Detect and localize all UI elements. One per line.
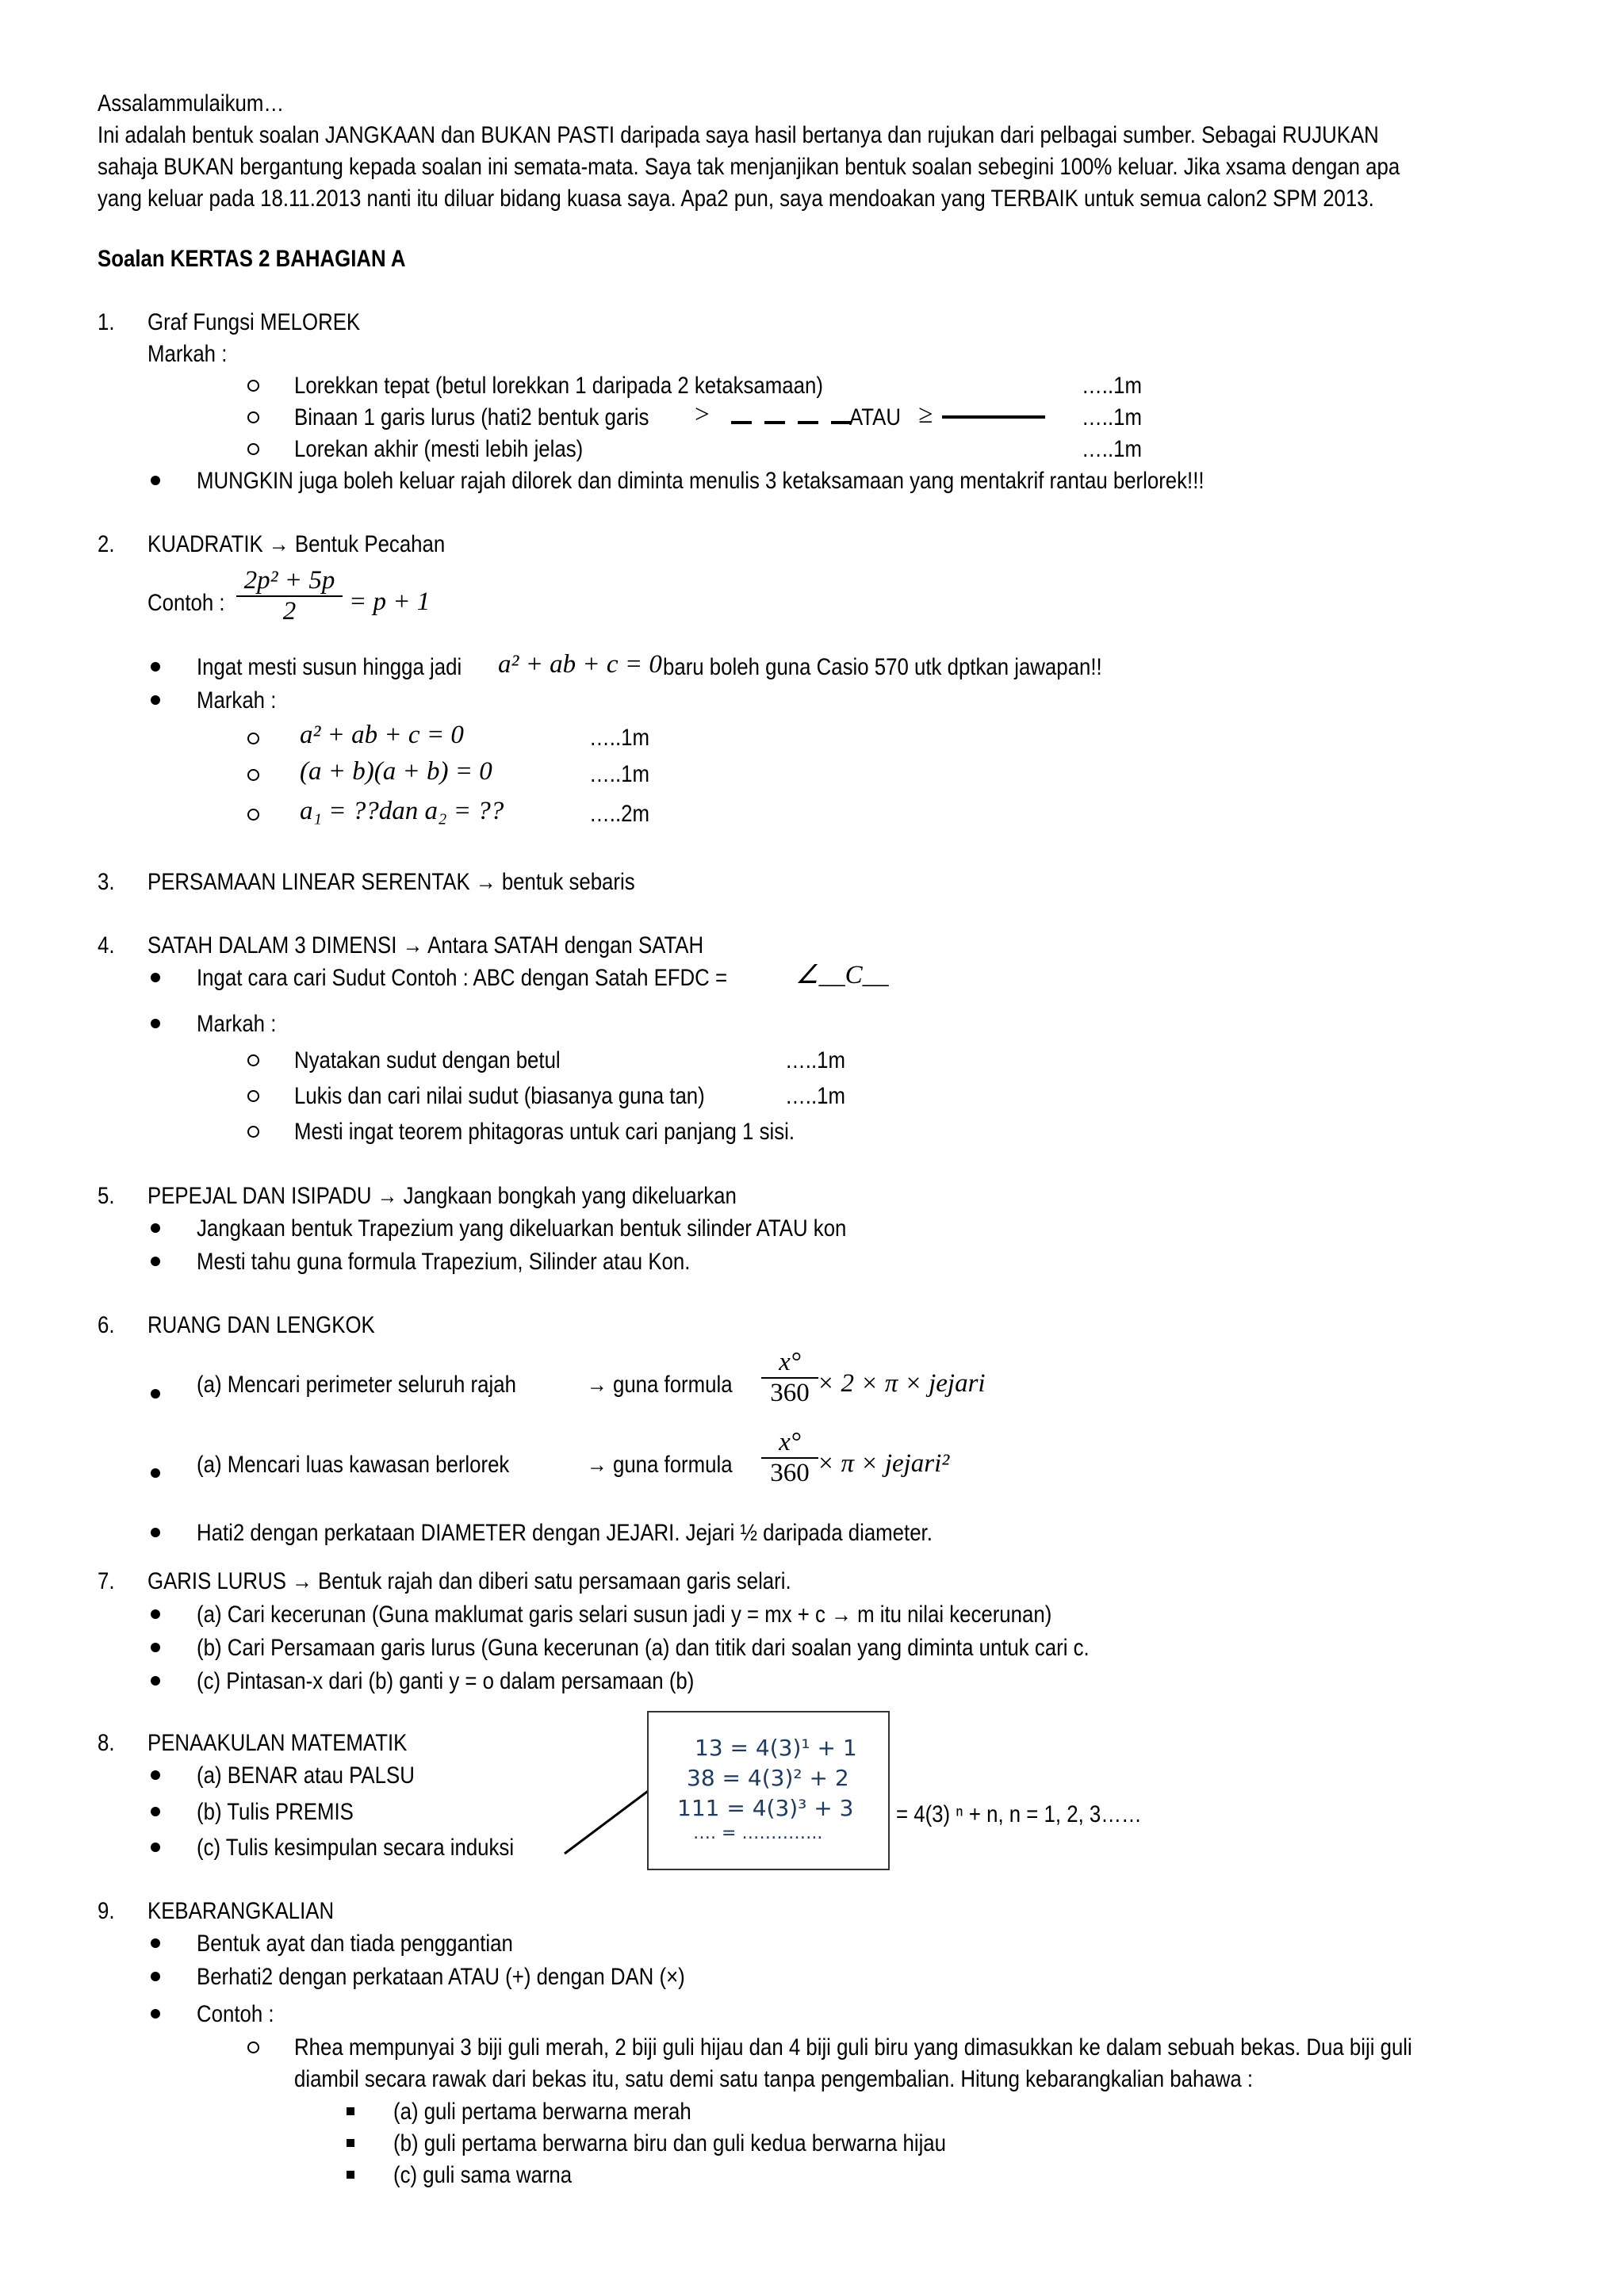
q2-numerator: 2p² + 5p [243,566,335,595]
q6-formula-1-rest: × 2 × π × jejari [817,1369,986,1398]
bullet [151,1770,160,1780]
q1-sub-1-mark: …..1m [1082,373,1142,399]
bullet [151,1972,160,1981]
square-bullet [347,2139,354,2147]
greeting: Assalammulaikum… [98,90,285,117]
q6-f2-numerator: x° [779,1428,801,1456]
q4-number: 4. [98,932,115,959]
box-line-1: 13 = 4(3)¹ + 1 [695,1735,857,1761]
q8-note-3: (c) Tulis kesimpulan secara induksi [197,1835,515,1861]
sub-bullet [247,1126,259,1138]
q6-f2-denominator: 360 [761,1457,818,1488]
q9-note-1: Bentuk ayat dan tiada penggantian [197,1931,513,1957]
q2-sub-2: (a + b)(a + b) = 0 [300,757,492,786]
bullet [151,695,160,705]
sub-bullet [247,1090,259,1102]
q1-number: 1. [98,309,115,335]
bullet [151,2009,160,2019]
section-heading: Soalan KERTAS 2 BAHAGIAN A [98,246,406,272]
q6-fraction-2 [761,1428,818,1488]
sub-bullet [247,1054,259,1066]
q7-title: GARIS LURUS → Bentuk rajah dan diberi satu persamaan garis selari. [147,1568,791,1594]
q2-number: 2. [98,531,115,557]
q2-markah: Markah : [197,687,277,714]
square-bullet [347,2107,354,2115]
q9-contoh: Contoh : [197,2001,274,2027]
q1-markah: Markah : [147,341,228,367]
sub-bullet [247,809,259,821]
q3-number: 3. [98,869,115,895]
q2-denominator: 2 [236,595,343,626]
box-line-2: 38 = 4(3)² + 2 [687,1765,849,1791]
q8-number: 8. [98,1730,115,1756]
bullet [151,1609,160,1619]
q7-note-1: (a) Cari kecerunan (Guna maklumat garis selari susun jadi y = mx + c → m itu nilai kecerunan) [197,1601,1052,1628]
q9-part-a: (a) guli pertama berwarna merah [393,2099,691,2125]
bullet [151,1019,160,1028]
q2-sub-3-mark: …..2m [589,801,649,827]
greater-than-symbol: > [693,400,711,429]
sub-bullet [247,443,259,455]
q6-f1-denominator: 360 [761,1377,818,1408]
q4-sub-2-mark: …..1m [785,1083,845,1109]
intro-line-3: yang keluar pada 18.11.2013 nanti itu diluar bidang kuasa saya. Apa2 pun, saya mendoakan yang TERBAIK untuk semua calon2 SPM 2013. [98,186,1374,212]
q1-atau: ATAU [849,404,901,430]
q9-note-2: Berhati2 dengan perkataan ATAU (+) dengan DAN (×) [197,1964,685,1990]
q2-sub-1: a² + ab + c = 0 [300,721,464,749]
bullet [151,1257,160,1266]
q4-sub-3: Mesti ingat teorem phitagoras untuk cari panjang 1 sisi. [294,1119,795,1145]
q5-title: PEPEJAL DAN ISIPADU → Jangkaan bongkah yang dikeluarkan [147,1183,737,1209]
q9-part-b: (b) guli pertama berwarna biru dan guli kedua berwarna hijau [393,2130,947,2156]
bullet [151,1807,160,1816]
q7-note-2: (b) Cari Persamaan garis lurus (Guna kecerunan (a) dan titik dari soalan yang diminta untuk cari c. [197,1635,1090,1661]
q9-example-line-1: Rhea mempunyai 3 biji guli merah, 2 biji guli hijau dan 4 biji guli biru yang dimasukkan ke dalam sebuah bekas. Dua biji guli [294,2034,1412,2061]
q4-sub-1: Nyatakan sudut dengan betul [294,1047,561,1073]
bullet [151,1938,160,1948]
solid-line-sample [942,415,1045,419]
q7-note-3: (c) Pintasan-x dari (b) ganti y = o dalam persamaan (b) [197,1668,695,1694]
q2-sub-2-mark: …..1m [589,761,649,787]
q3-title: PERSAMAAN LINEAR SERENTAK → bentuk sebaris [147,869,635,895]
q2-sub-1-mark: …..1m [589,725,649,751]
q4-note: Ingat cara cari Sudut Contoh : ABC dengan Satah EFDC = [197,965,728,991]
q9-number: 9. [98,1898,115,1924]
dashed-line-sample [725,415,858,430]
q6-fraction-1 [761,1348,818,1408]
bullet [151,1676,160,1686]
q4-angle-expr: ∠__C__ [795,961,889,989]
q6-f1-numerator: x° [779,1348,801,1376]
q4-sub-1-mark: …..1m [785,1047,845,1073]
bullet [151,1468,160,1478]
q6-note-1-guna: → guna formula [587,1372,733,1398]
q1-sub-3-mark: …..1m [1082,436,1142,462]
q4-title: SATAH DALAM 3 DIMENSI → Antara SATAH dengan SATAH [147,932,704,959]
q2-rhs: = p + 1 [349,587,431,616]
q6-note-1: (a) Mencari perimeter seluruh rajah [197,1372,516,1398]
q1-note: MUNGKIN juga boleh keluar rajah dilorek dan diminta menulis 3 ketaksamaan yang mentakrif rantau berlorek!!! [197,468,1205,494]
q6-title: RUANG DAN LENGKOK [147,1312,375,1338]
q6-note-2-guna: → guna formula [587,1452,733,1478]
bullet [151,973,160,982]
sub-bullet [247,2042,259,2053]
intro-line-2: sahaja BUKAN bergantung kepada soalan ini semata-mata. Saya tak menjanjikan bentuk soalan sebegini 100% keluar. Jika xsama dengan apa [98,154,1400,180]
q8-general-formula: = 4(3) ⁿ + n, n = 1, 2, 3…… [896,1801,1142,1827]
induction-example-box [647,1711,890,1870]
bullet [151,1643,160,1652]
bullet [151,1389,160,1399]
sub-bullet [247,380,259,392]
q8-note-2: (b) Tulis PREMIS [197,1799,354,1825]
sub-bullet [247,411,259,423]
q1-sub-1: Lorekkan tepat (betul lorekkan 1 daripada 2 ketaksamaan) [294,373,823,399]
q9-part-c: (c) guli sama warna [393,2162,573,2188]
sub-bullet [247,769,259,781]
q4-markah: Markah : [197,1011,277,1037]
q5-note-1: Jangkaan bentuk Trapezium yang dikeluarkan bentuk silinder ATAU kon [197,1215,847,1242]
box-line-3: 111 = 4(3)³ + 3 [677,1795,854,1821]
q2-note-eq: a² + ab + c = 0 [498,650,662,679]
q6-note-3: Hati2 dengan perkataan DIAMETER dengan JEJARI. Jejari ½ daripada diameter. [197,1520,933,1546]
q7-number: 7. [98,1568,115,1594]
q8-title: PENAAKULAN MATEMATIK [147,1730,408,1756]
q5-note-2: Mesti tahu guna formula Trapezium, Silinder atau Kon. [197,1249,691,1275]
intro-line-1: Ini adalah bentuk soalan JANGKAAN dan BUKAN PASTI daripada saya hasil bertanya dan rujukan dari pelbagai sumber. Sebagai RUJUKAN [98,122,1379,148]
q2-contoh-label: Contoh : [147,590,225,616]
bullet [151,1223,160,1233]
q2-note-b: baru boleh guna Casio 570 utk dptkan jawapan!! [663,654,1102,680]
bullet [151,1843,160,1852]
q9-title: KEBARANGKALIAN [147,1898,335,1924]
q2-title: KUADRATIK → Bentuk Pecahan [147,531,446,557]
bullet [151,476,160,485]
q2-fraction [236,566,343,626]
q1-sub-2: Binaan 1 garis lurus (hati2 bentuk garis [294,404,649,430]
box-line-4: …. = ………….. [693,1823,823,1843]
q5-number: 5. [98,1183,115,1209]
q6-number: 6. [98,1312,115,1338]
sub-bullet [247,733,259,744]
square-bullet [347,2171,354,2179]
q6-note-2: (a) Mencari luas kawasan berlorek [197,1452,510,1478]
q8-note-1: (a) BENAR atau PALSU [197,1762,415,1789]
q2-sub-3: a₁ = ??dan a₂ = ?? [300,797,504,825]
q9-example-line-2: diambil secara rawak dari bekas itu, satu demi satu tanpa pengembalian. Hitung kebarangkalian bahawa : [294,2066,1254,2092]
q4-sub-2: Lukis dan cari nilai sudut (biasanya guna tan) [294,1083,705,1109]
greater-equal-symbol: ≥ [918,400,933,429]
q2-note-a: Ingat mesti susun hingga jadi [197,654,462,680]
bullet [151,662,160,672]
q6-formula-2-rest: × π × jejari² [817,1449,950,1478]
bullet [151,1528,160,1537]
q1-sub-2-mark: …..1m [1082,404,1142,430]
q1-title: Graf Fungsi MELOREK [147,309,361,335]
q1-sub-3: Lorekan akhir (mesti lebih jelas) [294,436,584,462]
